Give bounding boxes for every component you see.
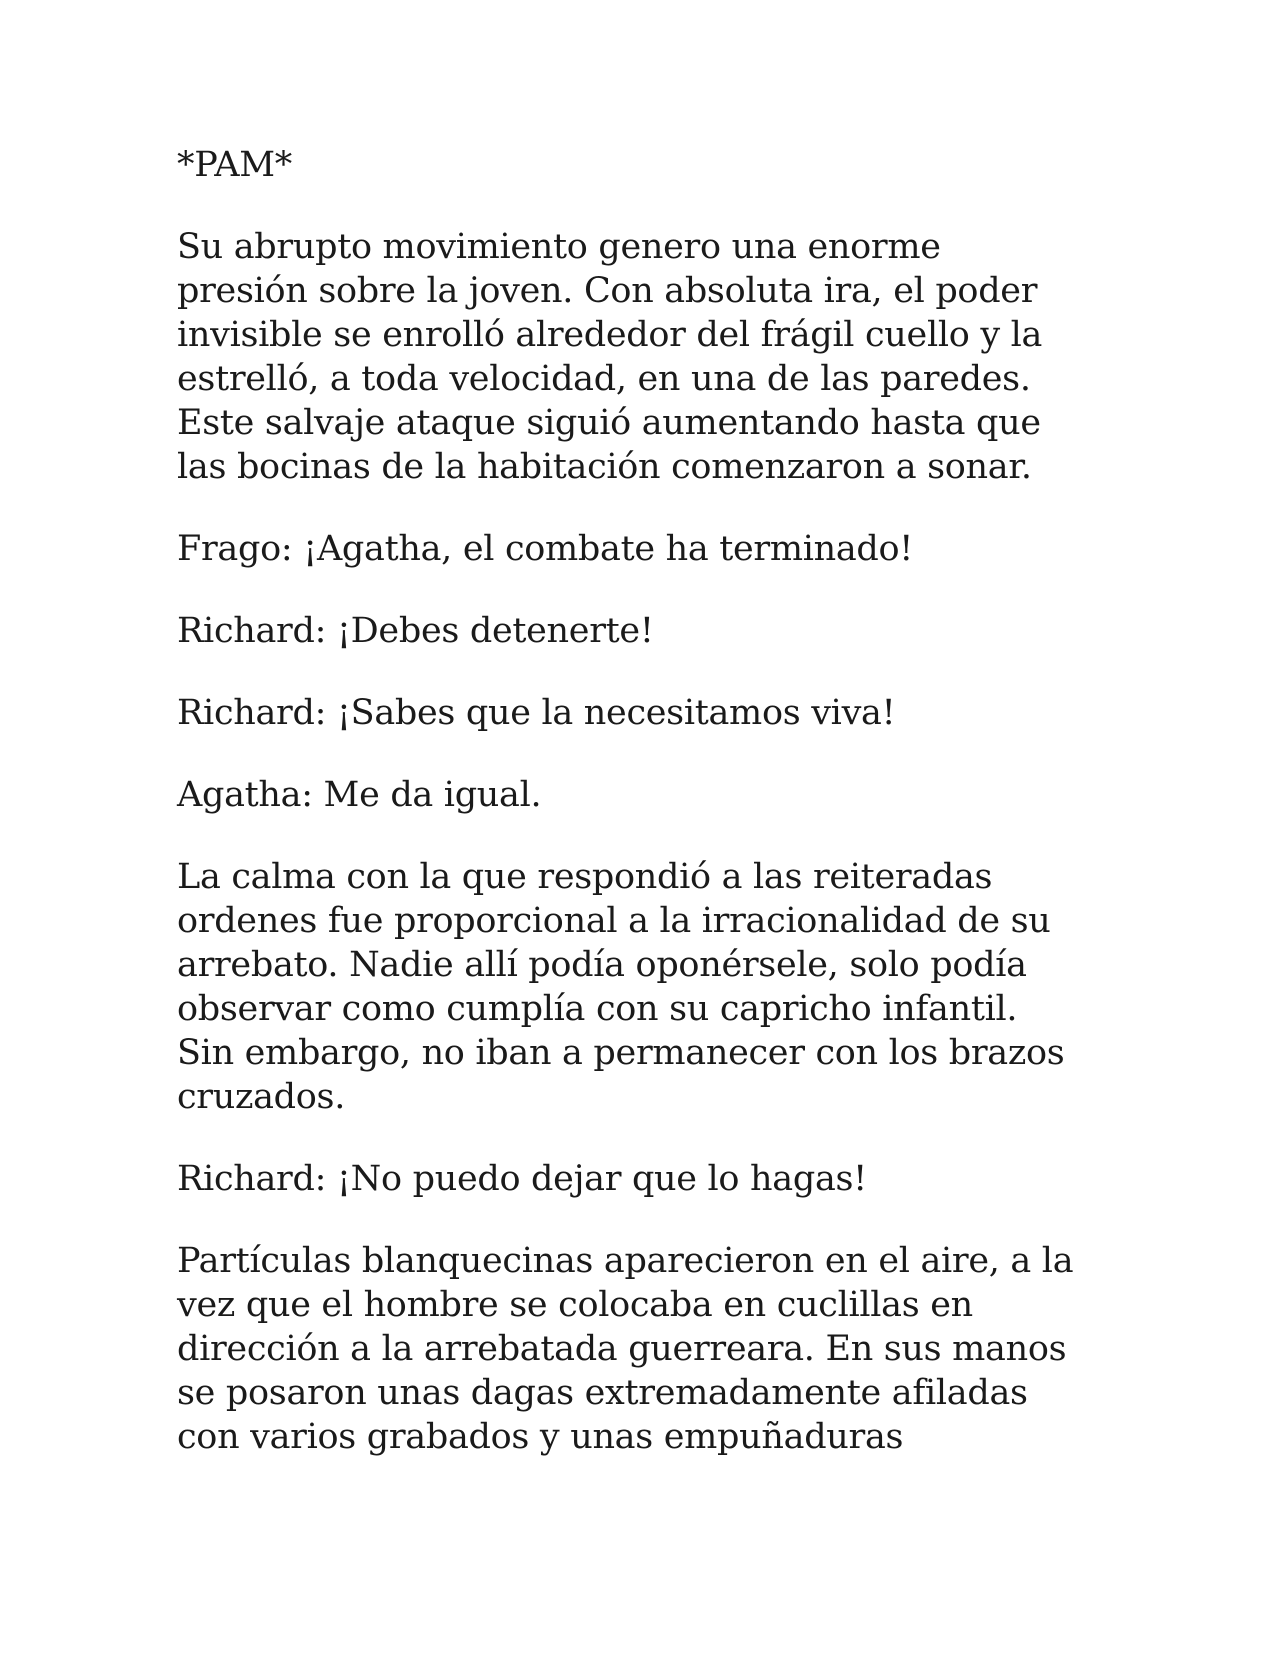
text-line: arrebato. Nadie allí podía oponérsele, solo podía [177,945,1027,985]
text-line: las bocinas de la habitación comenzaron a sonar. [177,447,1032,487]
text-line: Richard: ¡Debes detenerte! [177,611,654,651]
text-line: cruzados. [177,1077,346,1117]
text-line: ordenes fue proporcional a la irracionalidad de su [177,901,1051,941]
text-line: Partículas blanquecinas aparecieron en el aire, a la [177,1241,1074,1281]
dialogue-line [177,527,1117,571]
text-line: observar como cumplía con su capricho infantil. [177,989,1018,1029]
text-line: presión sobre la joven. Con absoluta ira, el poder [177,271,1038,311]
text-line: Richard: ¡No puedo dejar que lo hagas! [177,1159,867,1199]
text-line: Agatha: Me da igual. [177,775,542,815]
text-line: Su abrupto movimiento genero una enorme [177,227,941,267]
text-line: Sin embargo, no iban a permanecer con los brazos [177,1033,1065,1073]
document-page [177,143,1117,1497]
text-line: Frago: ¡Agatha, el combate ha terminado! [177,529,914,569]
paragraph [177,225,1117,489]
text-line: invisible se enrolló alrededor del frágil cuello y la [177,315,1043,355]
text-line: dirección a la arrebatada guerreara. En sus manos [177,1329,1067,1369]
text-line: vez que el hombre se colocaba en cuclillas en [177,1285,973,1325]
text-line: estrelló, a toda velocidad, en una de las paredes. [177,359,1031,399]
text-line: se posaron unas dagas extremadamente afiladas [177,1373,1028,1413]
dialogue-line [177,609,1117,653]
dialogue-line [177,773,1117,817]
dialogue-line [177,691,1117,735]
text-line: Este salvaje ataque siguió aumentando hasta que [177,403,1041,443]
text-line: Richard: ¡Sabes que la necesitamos viva! [177,693,896,733]
paragraph [177,1239,1117,1459]
text-line: con varios grabados y unas empuñaduras [177,1417,904,1457]
paragraph [177,855,1117,1119]
paragraph [177,143,1117,187]
text-line: La calma con la que respondió a las reiteradas [177,857,993,897]
dialogue-line [177,1157,1117,1201]
text-line: *PAM* [177,145,292,185]
